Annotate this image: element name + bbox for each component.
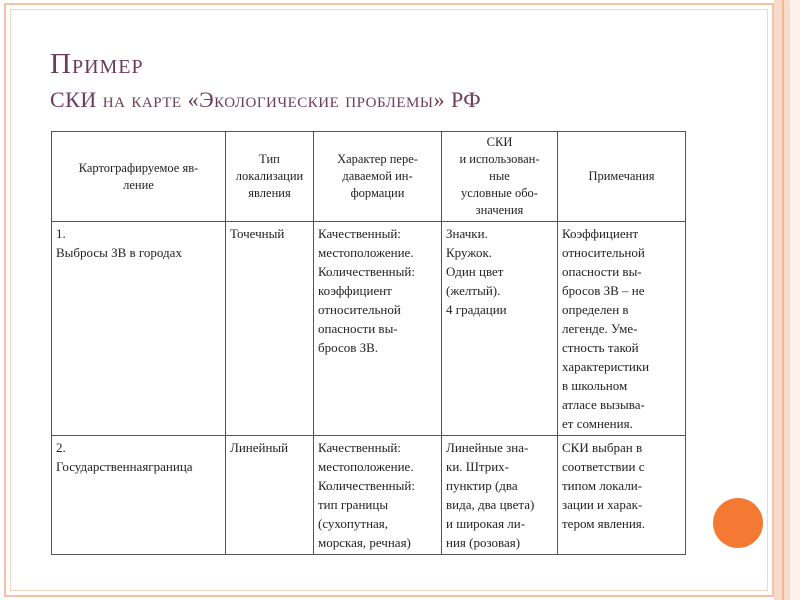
- header-notes: Примечания: [558, 132, 686, 222]
- cell-info-character: Качественный: местоположение. Количественный: коэффициент относительной опасности вы- бросов ЗВ.: [314, 222, 442, 436]
- cell-phenomenon: 1. Выбросы ЗВ в городах: [52, 222, 226, 436]
- cell-localization-type: Линейный: [226, 436, 314, 555]
- cell-sci-symbols: Значки. Кружок. Один цвет (желтый). 4 градации: [442, 222, 558, 436]
- cell-phenomenon: 2. Государственнаяграница: [52, 436, 226, 555]
- header-phenomenon: Картографируемое яв- ление: [52, 132, 226, 222]
- cell-notes: СКИ выбран в соответствии с типом локали- зации и харак- тером явления.: [558, 436, 686, 555]
- decorative-orange-circle: [713, 498, 763, 548]
- sci-table: [51, 131, 686, 555]
- header-localization-type: Тип локализации явления: [226, 132, 314, 222]
- cell-sci-symbols: Линейные зна- ки. Штрих- пунктир (два вида, два цвета) и широкая ли- ния (розовая): [442, 436, 558, 555]
- right-decor-line: [782, 0, 784, 600]
- right-decor-stripe-light: [790, 0, 800, 600]
- cell-notes: Коэффициент относительной опасности вы- бросов ЗВ – не определен в легенде. Уме- стность такой характеристики в школьном атласе вызыва- ет сомнения.: [558, 222, 686, 436]
- title-line-1: Пример: [50, 48, 144, 80]
- table-row: [52, 436, 686, 555]
- cell-info-character: Качественный: местоположение. Количественный: тип границы (сухопутная, морская, речная): [314, 436, 442, 555]
- table-row: [52, 222, 686, 436]
- slide-title: [50, 50, 481, 111]
- table-header-row: [52, 132, 686, 222]
- cell-localization-type: Точечный: [226, 222, 314, 436]
- header-info-character: Характер пере- даваемой ин- формации: [314, 132, 442, 222]
- header-sci-symbols: СКИ и использован- ные условные обо- значения: [442, 132, 558, 222]
- title-line-2: СКИ на карте «Экологические проблемы» РФ: [50, 87, 482, 112]
